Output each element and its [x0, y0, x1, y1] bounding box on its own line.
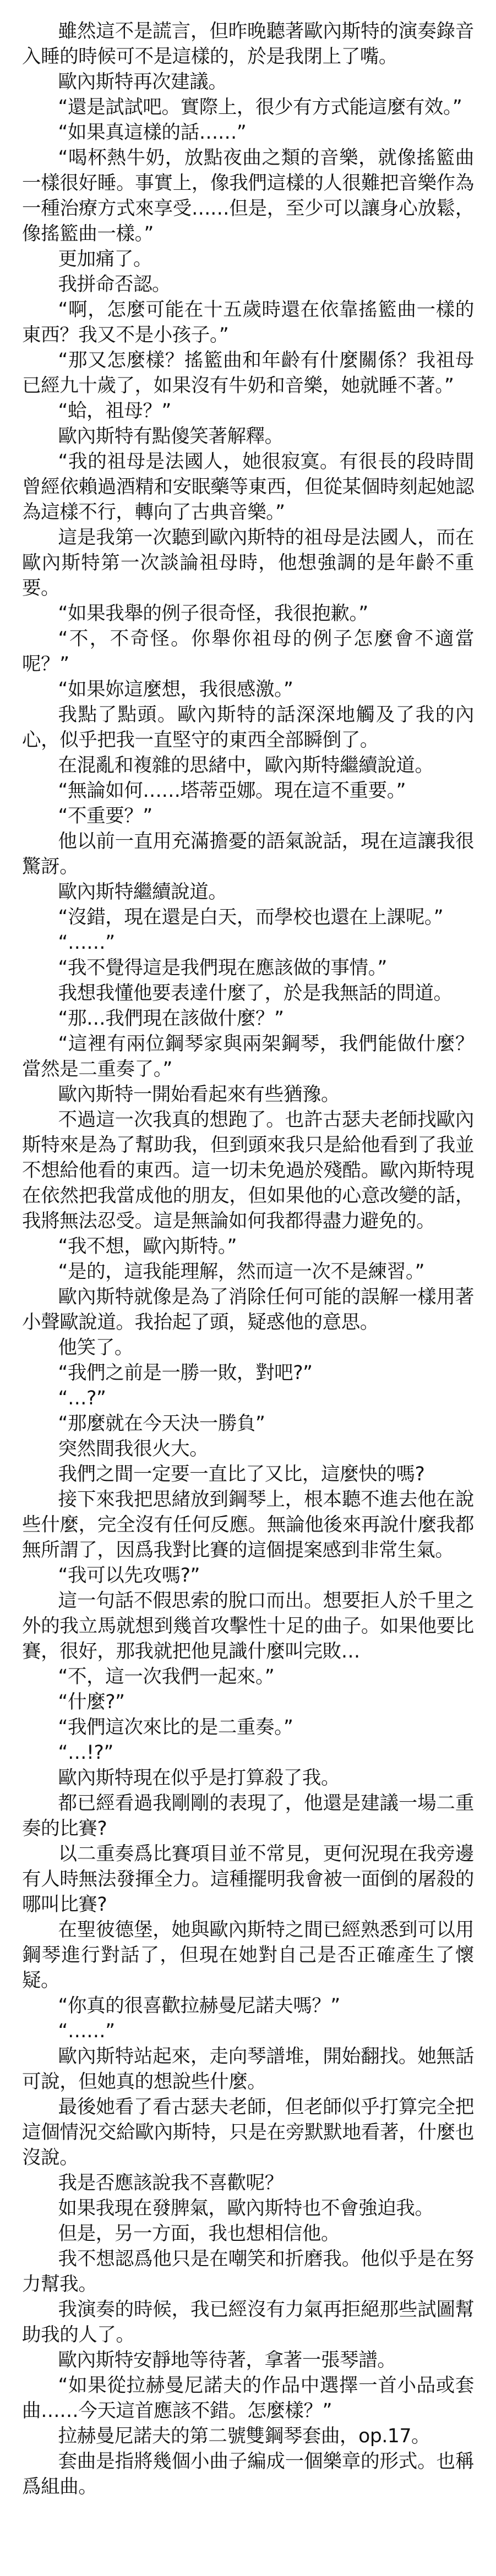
paragraph: “……”	[58, 2020, 115, 2042]
paragraph: 我是否應該說我不喜歡呢？	[58, 2172, 284, 2194]
paragraph: 如果我現在發脾氣，歐內斯特也不會強迫我。	[58, 2197, 434, 2219]
paragraph: “還是試試吧。實際上，很少有方式能這麼有效。”	[58, 96, 462, 118]
paragraph: 歐內斯特繼續說道。	[58, 881, 227, 903]
paragraph: 歐內斯特就像是為了消除任何可能的誤解一樣用著小聲歐說道。我抬起了頭，疑惑他的意思。	[22, 1286, 474, 1333]
paragraph: 歐內斯特站起來，走向琴譜堆，開始翻找。她無話可說，但她真的想說些什麼。	[22, 2046, 474, 2093]
paragraph: “不，不奇怪。你舉你祖母的例子怎麼會不適當呢？”	[22, 628, 474, 675]
paragraph: “我可以先攻嗎?”	[58, 1565, 200, 1587]
paragraph: 我演奏的時候，我已經沒有力氣再拒絕那些試圖幫助我的人了。	[22, 2299, 474, 2346]
paragraph: 他笑了。	[58, 1337, 133, 1359]
paragraph: 突然間我很火大。	[58, 1438, 209, 1460]
paragraph: “這裡有兩位鋼琴家與兩架鋼琴，我們能做什麼？當然是二重奏了。”	[22, 1033, 474, 1080]
paragraph: 雖然這不是謊言，但昨晚聽著歐內斯特的演奏錄音入睡的時候可不是這樣的，於是我閉上了嘴。	[22, 20, 474, 68]
paragraph: 歐內斯特再次建議。	[58, 71, 227, 93]
paragraph: 歐內斯特現在似乎是打算殺了我。	[58, 1767, 340, 1789]
paragraph: “如果妳這麼想，我很感激。”	[58, 679, 293, 701]
paragraph: “……”	[58, 932, 115, 954]
paragraph: “…!?”	[58, 1742, 113, 1764]
paragraph: “我們之前是一勝一敗，對吧?”	[58, 1362, 313, 1384]
paragraph: 他以前一直用充滿擔憂的語氣說話，現在這讓我很驚訝。	[22, 830, 474, 878]
paragraph: “喝杯熱牛奶，放點夜曲之類的音樂，就像搖籃曲一樣很好睡。事實上，像我們這樣的人很難把音樂作為一種治療方式來享受……但是，至少可以讓身心放鬆，像搖籃曲一樣。”	[22, 147, 474, 245]
paragraph: 我們之間一定要一直比了又比，這麼快的嗎?	[58, 1463, 425, 1485]
paragraph: 歐內斯特一開始看起來有些猶豫。	[58, 1084, 340, 1106]
paragraph: “我不覺得這是我們現在應該做的事情。”	[58, 957, 387, 979]
paragraph: 最後她看了看古瑟夫老師，但老師似乎打算完全把這個情況交給歐內斯特，只是在旁默默地看著，什麼也沒說。	[22, 2096, 474, 2169]
paragraph: “那麼就在今天決一勝負”	[58, 1413, 265, 1435]
paragraph: 我想我懂他要表達什麼了，於是我無話的問道。	[58, 982, 453, 1004]
paragraph: 都已經看過我剛剛的表現了，他還是建議一場二重奏的比賽?	[22, 1792, 474, 1840]
paragraph: “不重要？”	[58, 805, 152, 827]
paragraph: “蛤，祖母？”	[58, 400, 171, 422]
paragraph: “我們這次來比的是二重奏。”	[58, 1716, 293, 1738]
paragraph: 這一句話不假思索的脫口而出。想要拒人於千里之外的我立馬就想到幾首攻擊性十足的曲子。如果他要比賽，很好，那我就把他見識什麼叫完敗…	[22, 1590, 474, 1662]
paragraph: 在混亂和複雜的思緒中，歐內斯特繼續說道。	[58, 754, 434, 776]
paragraph: “不，這一次我們一起來。”	[58, 1666, 275, 1688]
paragraph: “那又怎麼樣？搖籃曲和年齡有什麼關係？我祖母已經九十歲了，如果沒有牛奶和音樂，她就睡不著。”	[22, 349, 474, 397]
paragraph: 我拼命否認。	[58, 274, 171, 296]
paragraph: “那…我們現在該做什麼？”	[58, 1008, 284, 1030]
paragraph: 套曲是指將幾個小曲子編成一個樂章的形式。也稱爲組曲。	[22, 2451, 474, 2498]
paragraph: “沒錯，現在還是白天，而學校也還在上課呢。”	[58, 906, 444, 928]
paragraph: “如果從拉赫曼尼諾夫的作品中選擇一首小品或套曲……今天這首應該不錯。怎麼樣？”	[22, 2375, 474, 2422]
paragraph: 歐內斯特有點傻笑著解釋。	[58, 425, 284, 447]
paragraph: 這是我第一次聽到歐內斯特的祖母是法國人，而在歐內斯特第一次談論祖母時，他想強調的是年齡不重要。	[22, 527, 474, 599]
paragraph: 以二重奏爲比賽項目並不常見，更何況現在我旁邊有人時無法發揮全力。這種擺明我會被一面倒的屠殺的哪叫比賽?	[22, 1843, 474, 1916]
paragraph: 歐內斯特安靜地等待著，拿著一張琴譜。	[58, 2349, 396, 2371]
paragraph: 我不想認爲他只是在嘲笑和折磨我。他似乎是在努力幫我。	[22, 2248, 474, 2295]
paragraph: 不過這一次我真的想跑了。也許古瑟夫老師找歐內斯特來是為了幫助我，但到頭來我只是給他看到了我並不想給他看的東西。這一切未免過於殘酷。歐內斯特現在依然把我當成他的朋友，但如果他的心意改變的話，我將無法忍受。這是無論如何我都得盡力避免的。	[22, 1109, 474, 1232]
paragraph: “你真的很喜歡拉赫曼尼諾夫嗎？”	[58, 1995, 340, 2017]
paragraph: 在聖彼德堡，她與歐內斯特之間已經熟悉到可以用鋼琴進行對話了，但現在她對自己是否正確產生了懷疑。	[22, 1919, 474, 1992]
paragraph: “什麼?”	[58, 1691, 125, 1713]
paragraph: “…?”	[58, 1387, 106, 1409]
paragraph: “我的祖母是法國人，她很寂寞。有很長的段時間曾經依賴過酒精和安眠藥等東西，但從某個時刻起她認為這樣不行，轉向了古典音樂。”	[22, 451, 474, 523]
paragraph: “我不想，歐內斯特。”	[58, 1235, 237, 1257]
paragraph: “無論如何……塔蒂亞娜。現在這不重要。”	[58, 780, 406, 802]
paragraph: “如果真這樣的話……”	[58, 122, 247, 144]
paragraph: “如果我舉的例子很奇怪，我很抱歉。”	[58, 603, 368, 625]
paragraph: 拉赫曼尼諾夫的第二號雙鋼琴套曲，op.17。	[58, 2425, 430, 2447]
paragraph: “是的，這我能理解，然而這一次不是練習。”	[58, 1261, 425, 1283]
paragraph: “啊，怎麼可能在十五歲時還在依靠搖籃曲一樣的東西？我又不是小孩子。”	[22, 299, 474, 346]
paragraph: 但是，另一方面，我也想相信他。	[58, 2223, 340, 2245]
paragraph: 我點了點頭。歐內斯特的話深深地觸及了我的內心，似乎把我一直堅守的東西全部瞬倒了。	[22, 704, 474, 751]
paragraph: 更加痛了。	[58, 248, 152, 270]
paragraph: 接下來我把思緒放到鋼琴上，根本聽不進去他在說些什麼，完全沒有任何反應。無論他後來再說什麼我都無所謂了，因爲我對比賽的這個提案感到非常生氣。	[22, 1489, 474, 1561]
